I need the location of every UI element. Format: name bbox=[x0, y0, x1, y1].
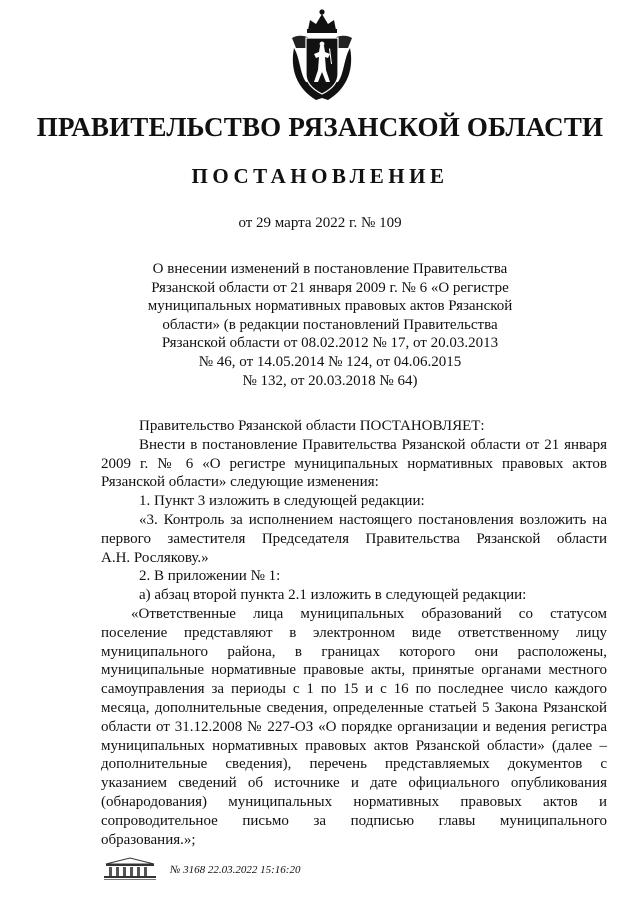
body-line: первого заместителя Председателя Правительства Рязанской области bbox=[101, 530, 607, 547]
body-line: области от 31.12.2008 № 227-ОЗ «О порядке организации и ведения регистра bbox=[101, 718, 607, 735]
subject-line: Рязанской области от 21 января 2009 г. № 6 «О регистре bbox=[151, 279, 509, 296]
body-line: сопроводительное письмо за подписью главы муниципального bbox=[101, 812, 607, 829]
subject-line: муниципальных нормативных правовых актов Рязанской bbox=[147, 298, 513, 315]
body-line: 2009 г. № 6 «О регистре муниципальных нормативных правовых актов bbox=[101, 455, 607, 472]
registration-number: № 3168 22.03.2022 15:16:20 bbox=[170, 864, 301, 876]
body-line: месяца, дополнительные сведения, определенные статьей 5 Закона Рязанской bbox=[101, 699, 607, 716]
document-type: ПОСТАНОВЛЕНИЕ bbox=[191, 164, 449, 188]
body-line: муниципальные нормативные правовые акты, принятые органами местного bbox=[101, 662, 607, 679]
subject-line: № 46, от 14.05.2014 № 124, от 04.06.2015 bbox=[198, 353, 462, 370]
subject-line: О внесении изменений в постановление Правительства bbox=[152, 261, 508, 277]
body-line: дополнительные сведения), перечень представляемых документов с bbox=[101, 756, 607, 773]
body-line: 1. Пункт 3 изложить в следующей редакции: bbox=[139, 493, 425, 510]
body-line: Рязанской области» следующие изменения: bbox=[101, 474, 379, 491]
body-line: (обнародования) муниципальных нормативных правовых актов и bbox=[101, 793, 607, 810]
document-date: от 29 марта 2022 г. № 109 bbox=[238, 215, 402, 231]
body-line: а) абзац второй пункта 2.1 изложить в следующей редакции: bbox=[139, 587, 527, 604]
body-line: «3. Контроль за исполнением настоящего постановления возложить на bbox=[139, 511, 607, 528]
document-body bbox=[101, 417, 607, 849]
subject-line: № 132, от 20.03.2018 № 64) bbox=[242, 372, 418, 389]
body-line: «Ответственные лица муниципальных образований со статусом bbox=[131, 605, 607, 622]
body-line: самоуправления за периоды с 1 по 15 и с 16 по последнее число каждого bbox=[101, 681, 607, 698]
subject-line: области» (в редакции постановлений Правительства bbox=[162, 316, 498, 333]
body-line: образования.»; bbox=[101, 831, 196, 848]
body-line: муниципальных нормативных правовых актов Рязанской области» (далее – bbox=[101, 737, 607, 754]
organization-title: ПРАВИТЕЛЬСТВО РЯЗАНСКОЙ ОБЛАСТИ bbox=[36, 112, 604, 142]
body-line: Внести в постановление Правительства Рязанской области от 21 января bbox=[139, 436, 607, 453]
body-line: Правительство Рязанской области ПОСТАНОВЛЯЕТ: bbox=[139, 418, 485, 434]
government-building-stamp-icon bbox=[100, 856, 160, 882]
body-line: 2. В приложении № 1: bbox=[139, 568, 281, 585]
subject-line: Рязанской области от 08.02.2012 № 17, от 20.03.2013 bbox=[161, 335, 499, 352]
body-line: муниципального района, в границах которого они расположены, bbox=[101, 643, 607, 660]
ryazan-coat-of-arms-icon bbox=[286, 8, 358, 106]
registration-footer bbox=[100, 856, 520, 886]
body-line: указанием сведений об источнике и дате официального опубликования bbox=[101, 775, 607, 792]
body-line: А.Н. Рослякову.» bbox=[101, 549, 209, 566]
body-line: поселение представляют в электронном виде ответственному лицу bbox=[101, 624, 607, 641]
document-subject bbox=[140, 260, 520, 390]
